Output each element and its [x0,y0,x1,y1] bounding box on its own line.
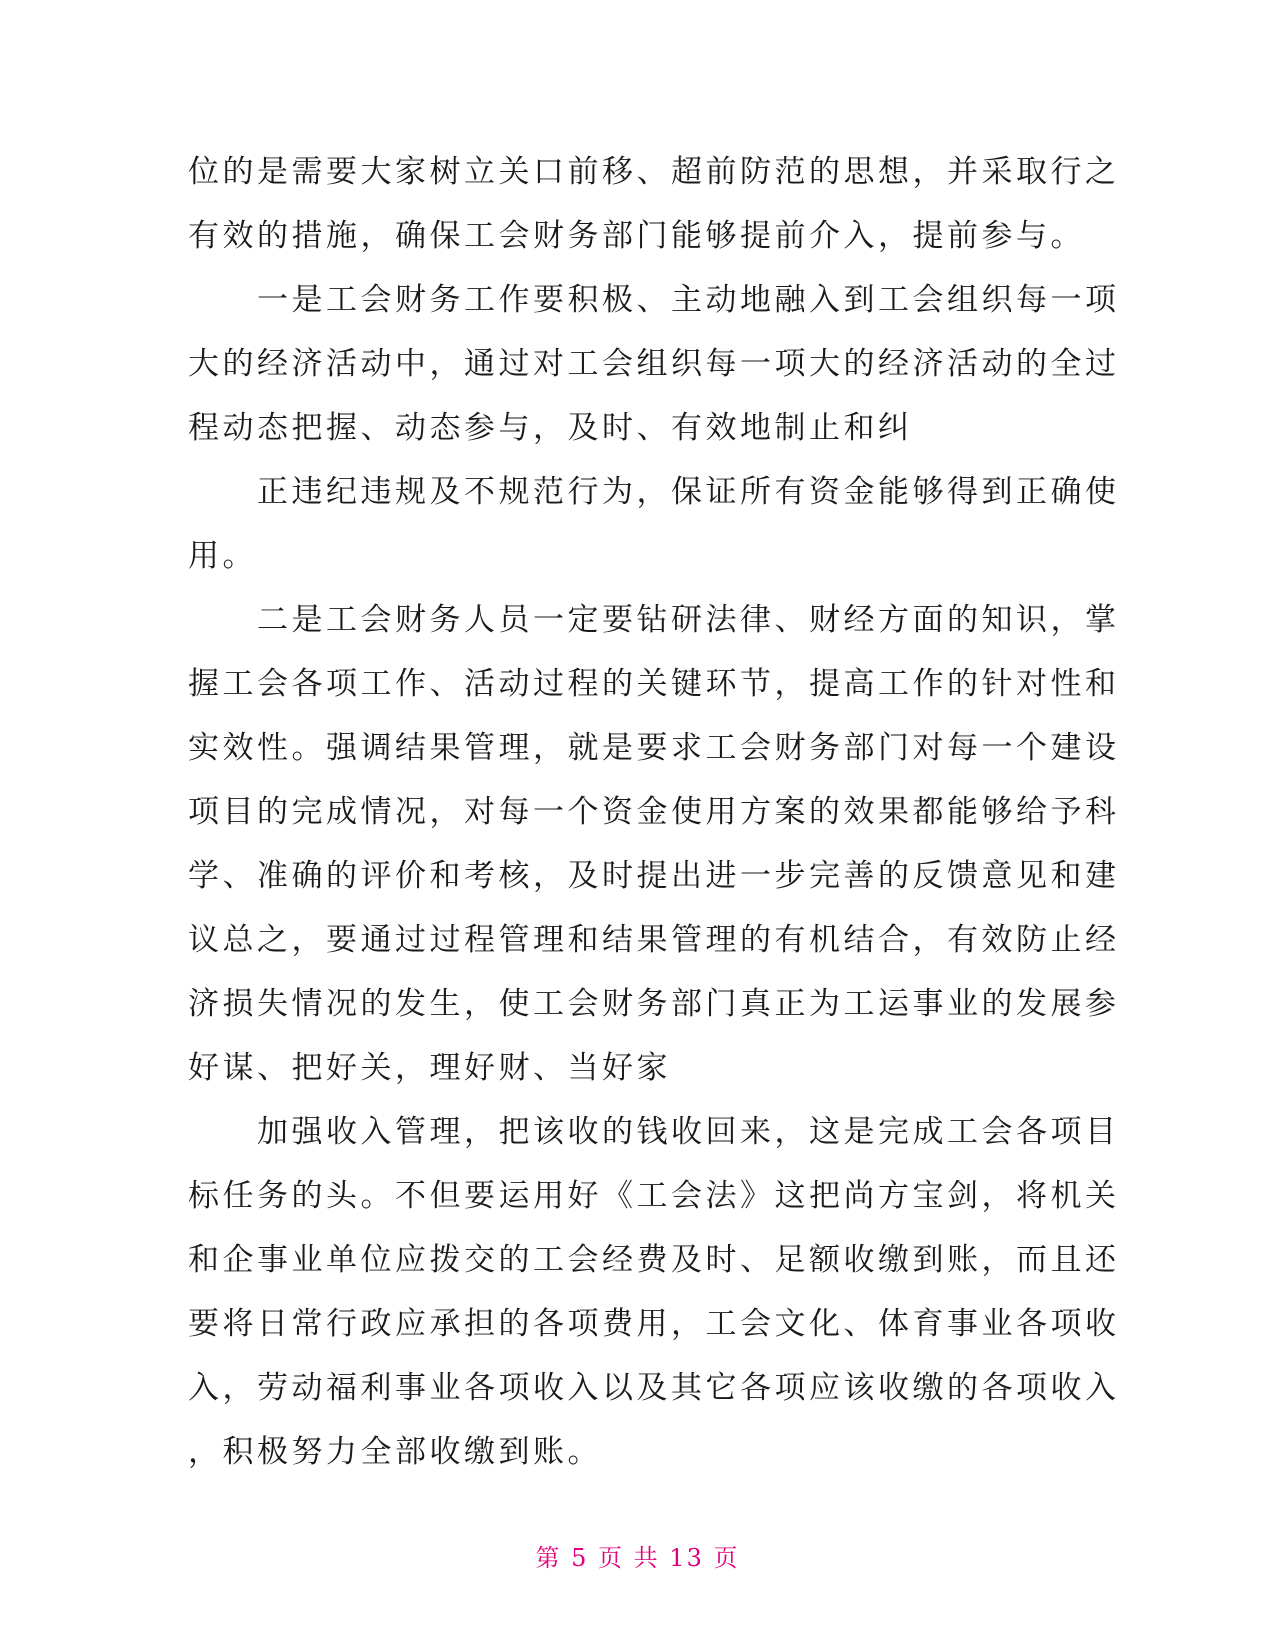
text-line: 入，劳动福利事业各项收入以及其它各项应该收缴的各项收入 [188,1370,1120,1406]
text-line: 一是工会财务工作要积极、主动地融入到工会组织每一项 [188,282,1120,318]
text-line: 要将日常行政应承担的各项费用，工会文化、体育事业各项收 [188,1306,1120,1342]
text-line: 好谋、把好关，理好财、当好家 [188,1050,671,1086]
page-number-footer: 第 5 页 共 13 页 [535,1544,740,1572]
text-line: 实效性。强调结果管理，就是要求工会财务部门对每一个建设 [188,730,1120,766]
text-line: 用。 [188,538,257,574]
text-line: 和企事业单位应拨交的工会经费及时、足额收缴到账，而且还 [188,1242,1120,1278]
text-line: 程动态把握、动态参与，及时、有效地制止和纠 [188,410,913,446]
text-line: 议总之，要通过过程管理和结果管理的有机结合，有效防止经 [188,922,1120,958]
text-line: ，积极努力全部收缴到账。 [188,1434,602,1470]
text-line: 正违纪违规及不规范行为，保证所有资金能够得到正确使 [188,474,1120,510]
text-line: 学、准确的评价和考核，及时提出进一步完善的反馈意见和建 [188,858,1120,894]
text-line: 二是工会财务人员一定要钻研法律、财经方面的知识，掌 [188,602,1120,638]
body-text [188,140,1120,1484]
text-line: 握工会各项工作、活动过程的关键环节，提高工作的针对性和 [188,666,1120,702]
text-line: 有效的措施，确保工会财务部门能够提前介入，提前参与。 [188,218,1085,254]
text-line: 济损失情况的发生，使工会财务部门真正为工运事业的发展参 [188,986,1120,1022]
text-line: 位的是需要大家树立关口前移、超前防范的思想，并采取行之 [188,154,1120,190]
text-line: 加强收入管理，把该收的钱收回来，这是完成工会各项目 [188,1114,1120,1150]
text-line: 大的经济活动中，通过对工会组织每一项大的经济活动的全过 [188,346,1120,382]
text-line: 项目的完成情况，对每一个资金使用方案的效果都能够给予科 [188,794,1120,830]
text-line: 标任务的头。不但要运用好《工会法》这把尚方宝剑，将机关 [188,1178,1120,1214]
